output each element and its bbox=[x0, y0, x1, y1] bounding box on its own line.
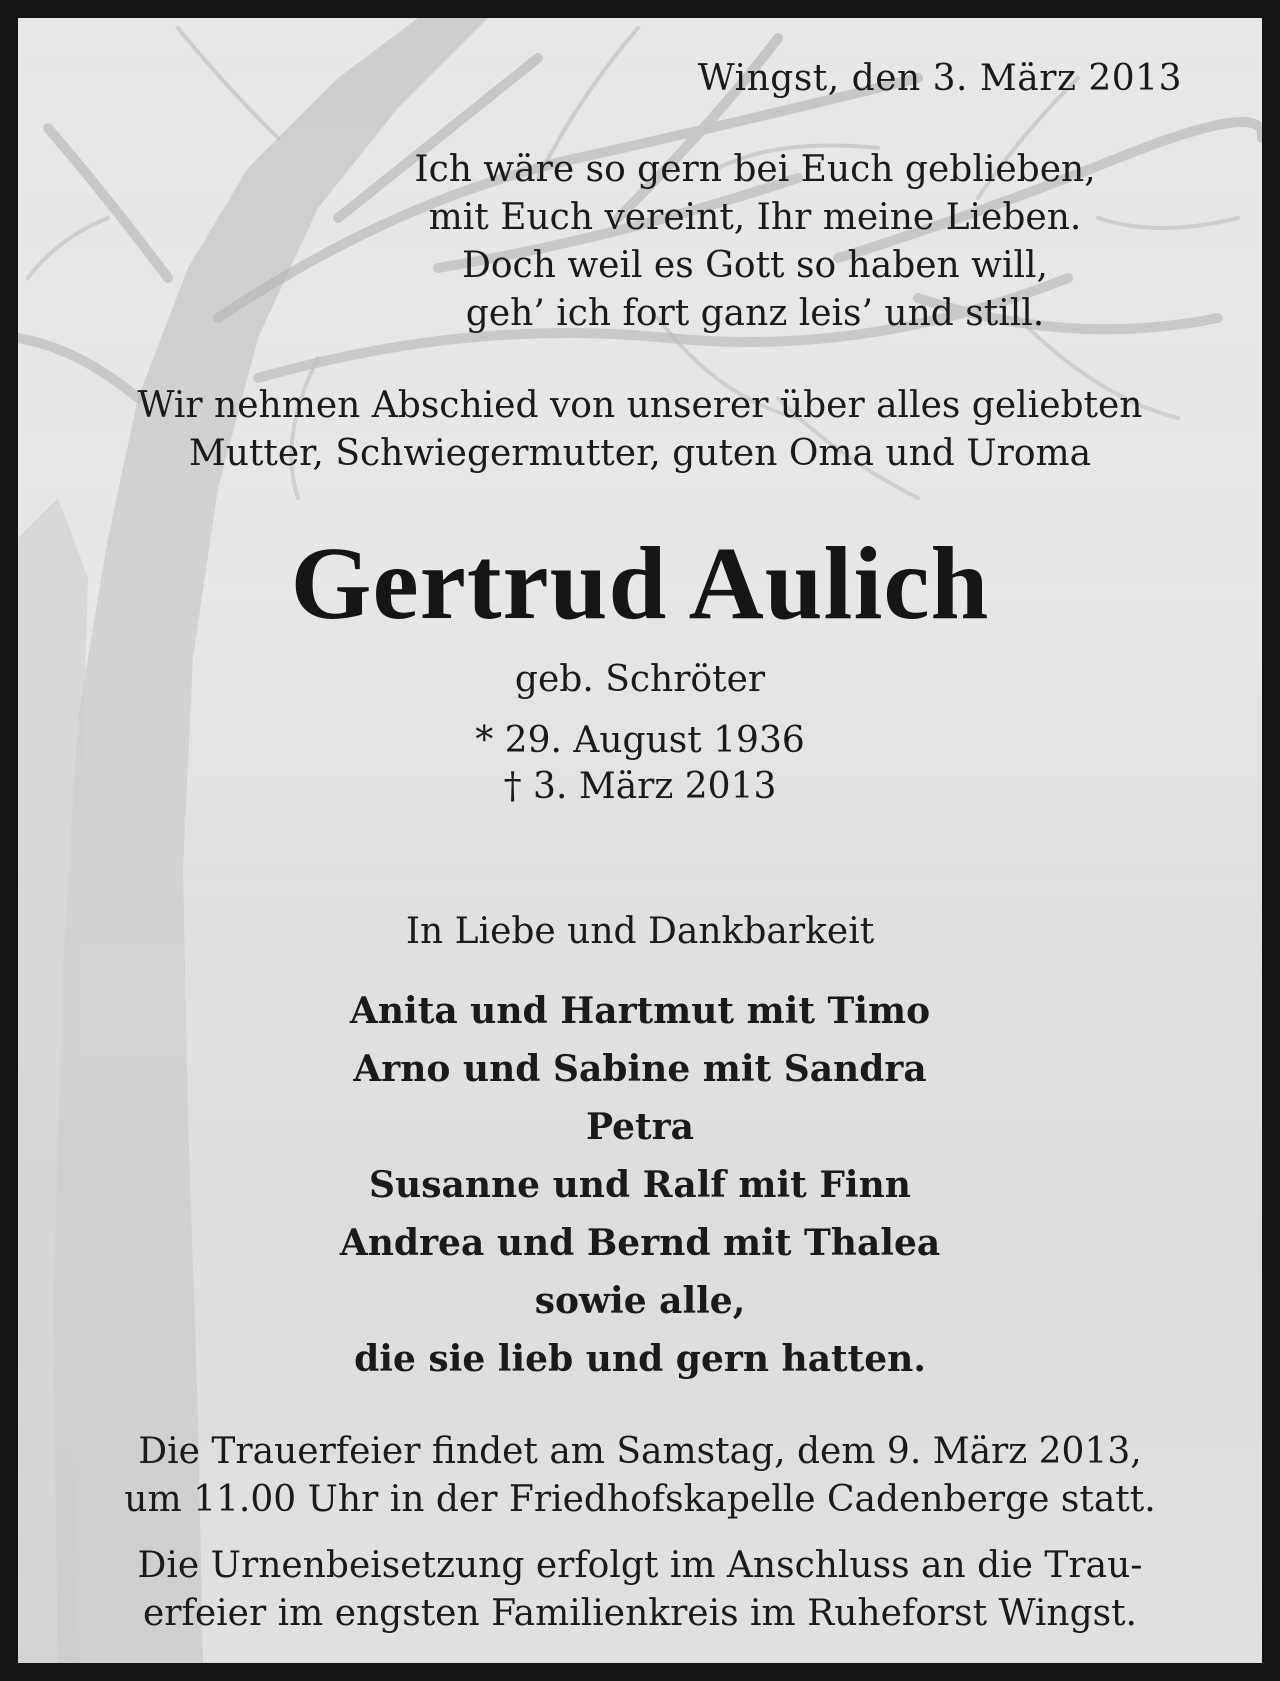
death-date: † 3. März 2013 bbox=[503, 766, 777, 807]
mourner-line: Susanne und Ralf mit Finn bbox=[369, 1164, 911, 1206]
poem-line: mit Euch vereint, Ihr meine Lieben. bbox=[428, 197, 1082, 238]
urn-line: Die Urnenbeisetzung erfolgt im Anschluss an die Trau- bbox=[137, 1545, 1143, 1586]
mourner-line: Petra bbox=[586, 1106, 694, 1148]
poem-line: Doch weil es Gott so haben will, bbox=[462, 245, 1048, 286]
funeral-line: um 11.00 Uhr in der Friedhofskapelle Cadenberge statt. bbox=[124, 1479, 1156, 1520]
mourner-line: Andrea und Bernd mit Thalea bbox=[339, 1222, 941, 1264]
urn-burial-info bbox=[18, 1542, 1262, 1638]
obituary-date: Wingst, den 3. März 2013 bbox=[697, 58, 1182, 99]
intro-line: Wir nehmen Abschied von unserer über alles geliebten bbox=[137, 385, 1143, 426]
obituary-card bbox=[18, 18, 1262, 1663]
farewell-intro bbox=[18, 382, 1262, 478]
poem bbox=[248, 146, 1262, 338]
deceased-name: Gertrud Aulich bbox=[290, 526, 990, 641]
mourner-line: Arno und Sabine mit Sandra bbox=[353, 1048, 927, 1090]
funeral-line: Die Trauerfeier findet am Samstag, dem 9. März 2013, bbox=[138, 1431, 1142, 1472]
mourner-line: die sie lieb und gern hatten. bbox=[354, 1338, 926, 1380]
poem-line: geh’ ich fort ganz leis’ und still. bbox=[465, 293, 1045, 334]
birth-date: * 29. August 1936 bbox=[475, 720, 805, 761]
mourner-line: Anita und Hartmut mit Timo bbox=[349, 990, 931, 1032]
maiden-name: geb. Schröter bbox=[514, 659, 766, 700]
funeral-info bbox=[18, 1428, 1262, 1524]
gratitude-line: In Liebe und Dankbarkeit bbox=[405, 911, 875, 952]
intro-line: Mutter, Schwiegermutter, guten Oma und Uroma bbox=[188, 433, 1092, 474]
mourner-line: sowie alle, bbox=[534, 1280, 746, 1322]
urn-line: erfeier im engsten Familienkreis im Ruheforst Wingst. bbox=[142, 1593, 1137, 1634]
mourners-list bbox=[18, 982, 1262, 1388]
poem-line: Ich wäre so gern bei Euch geblieben, bbox=[414, 149, 1096, 190]
